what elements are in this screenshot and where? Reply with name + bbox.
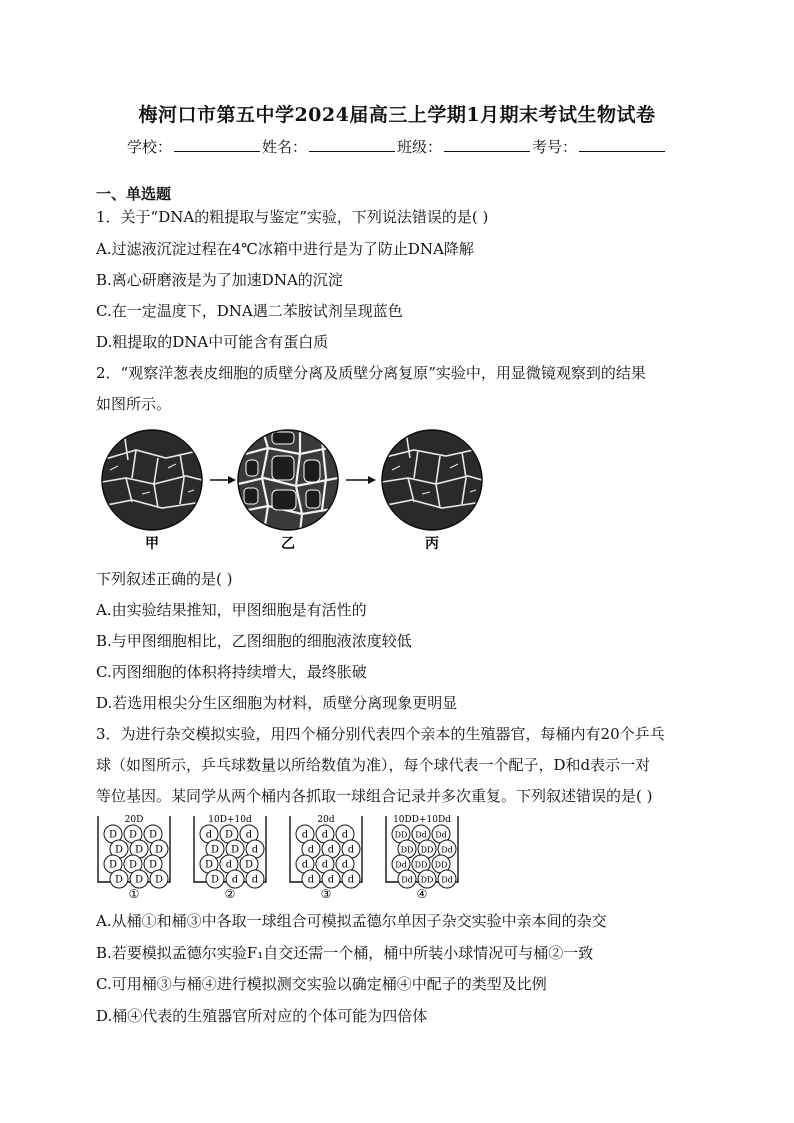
- class-blank[interactable]: [444, 139, 530, 152]
- q2-after: 下列叙述正确的是( ): [96, 570, 233, 588]
- ball-label: d: [301, 859, 309, 871]
- bucket-figure: [96, 812, 466, 902]
- name-blank[interactable]: [309, 139, 395, 152]
- bucket-number: ①: [128, 887, 140, 901]
- ball-label: DD: [400, 845, 414, 855]
- ball-label: d: [245, 829, 253, 841]
- bucket-3: [290, 815, 362, 901]
- school-blank[interactable]: [174, 139, 260, 152]
- ball-label: d: [307, 874, 315, 886]
- q1-option-c: C.在一定温度下，DNA遇二苯胺试剂呈现蓝色: [96, 302, 403, 320]
- ball-label: Dd: [435, 830, 447, 840]
- ball-label: D: [128, 859, 138, 871]
- q3-stem-line3: 等位基因。某同学从两个桶内各抓取一球组合记录并多次重复。下列叙述错误的是( ): [96, 787, 653, 805]
- section-title: 一、单选题: [96, 185, 172, 203]
- ball-label: D: [204, 859, 214, 871]
- ball-label: D: [154, 874, 164, 886]
- bucket-number: ②: [224, 887, 236, 901]
- q2-option-a: A.由实验结果推知，甲图细胞是有活性的: [96, 601, 367, 619]
- bucket-number: ④: [416, 887, 428, 901]
- class-label: 班级：: [397, 138, 443, 156]
- ball-label: D: [154, 844, 164, 856]
- bucket-2: [194, 815, 266, 901]
- ball-label: d: [251, 844, 259, 856]
- ball-label: D: [134, 844, 144, 856]
- ball-label: d: [251, 874, 259, 886]
- q3-option-a: A.从桶①和桶③中各取一球组合可模拟孟德尔单因子杂交实验中亲本间的杂交: [96, 912, 607, 930]
- q1-option-b: B.离心研磨液是为了加速DNA的沉淀: [96, 271, 343, 289]
- ball-label: d: [231, 874, 239, 886]
- cell-image-yi: [238, 428, 338, 532]
- q1-stem: 1．关于“DNA的粗提取与鉴定”实验，下列说法错误的是( ): [96, 208, 489, 226]
- q3-stem-line1: 3．为进行杂交模拟实验，用四个桶分别代表四个亲本的生殖器官，每桶内有20个乒乓: [96, 725, 665, 743]
- ball-label: Dd: [395, 860, 407, 870]
- ball-label: D: [134, 874, 144, 886]
- ball-label: d: [347, 874, 355, 886]
- bucket-label: 10D+10d: [208, 815, 252, 825]
- ball-label: D: [114, 844, 124, 856]
- bucket-1: [98, 815, 170, 901]
- name-label: 姓名：: [261, 138, 307, 156]
- ball-label: DD: [394, 830, 408, 840]
- q2-option-d: D.若选用根尖分生区细胞为材料，质壁分离现象更明显: [96, 694, 458, 712]
- q3-stem-line2: 球（如图所示，乒乓球数量以所给数值为准），每个球代表一个配子，D和d表示一对: [96, 756, 651, 774]
- q1-option-d: D.粗提取的DNA中可能含有蛋白质: [96, 333, 329, 351]
- ball-label: Dd: [401, 875, 413, 885]
- label-jia: 甲: [145, 536, 159, 552]
- ball-label: D: [114, 874, 124, 886]
- ball-label: d: [347, 844, 355, 856]
- arrow-2: [346, 476, 376, 484]
- q2-option-c: C.丙图细胞的体积将持续增大，最终胀破: [96, 663, 367, 681]
- q2-stem-line2: 如图所示。: [96, 395, 172, 413]
- ball-label: d: [327, 844, 335, 856]
- ball-label: d: [205, 829, 213, 841]
- arrow-1: [210, 476, 236, 484]
- ball-label: d: [321, 829, 329, 841]
- label-bing: 丙: [425, 536, 439, 552]
- label-yi: 乙: [281, 536, 295, 552]
- ball-label: Dd: [415, 830, 427, 840]
- q2-option-b: B.与甲图细胞相比，乙图细胞的细胞液浓度较低: [96, 632, 412, 650]
- ball-label: d: [321, 859, 329, 871]
- school-label: 学校：: [126, 138, 172, 156]
- ball-label: D: [230, 844, 240, 856]
- ball-label: DD: [420, 845, 434, 855]
- bucket-label: 20D: [124, 815, 144, 825]
- ball-label: D: [128, 829, 138, 841]
- number-blank[interactable]: [579, 139, 665, 152]
- ball-label: d: [341, 859, 349, 871]
- ball-label: D: [108, 829, 118, 841]
- cell-figure: [96, 420, 506, 560]
- q3-option-b: B.若要模拟孟德尔实验F₁自交还需一个桶，桶中所装小球情况可与桶②一致: [96, 944, 594, 962]
- ball-label: d: [341, 829, 349, 841]
- bucket-label: 20d: [317, 815, 335, 825]
- bucket-4: [386, 815, 458, 901]
- q1-option-a: A.过滤液沉淀过程在4℃冰箱中进行是为了防止DNA降解: [96, 240, 474, 258]
- bucket-label: 10DD+10Dd: [393, 815, 451, 825]
- ball-label: D: [148, 829, 158, 841]
- ball-label: d: [301, 829, 309, 841]
- ball-label: DD: [420, 875, 434, 885]
- ball-label: d: [307, 844, 315, 856]
- ball-label: D: [224, 829, 234, 841]
- q2-stem-line1: 2．“观察洋葱表皮细胞的质壁分离及质壁分离复原”实验中，用显微镜观察到的结果: [96, 364, 646, 382]
- exam-title: 梅河口市第五中学2024届高三上学期1月期末考试生物试卷: [138, 104, 656, 126]
- ball-label: Dd: [441, 845, 453, 855]
- ball-label: Dd: [441, 875, 453, 885]
- cell-image-jia: [102, 430, 202, 530]
- student-info-line: [0, 136, 794, 157]
- ball-label: D: [210, 844, 220, 856]
- ball-label: DD: [434, 860, 448, 870]
- number-label: 考号：: [532, 138, 578, 156]
- ball-label: D: [108, 859, 118, 871]
- ball-label: d: [327, 874, 335, 886]
- ball-label: D: [210, 874, 220, 886]
- ball-label: D: [244, 859, 254, 871]
- ball-label: D: [148, 859, 158, 871]
- cell-image-bing: [382, 430, 482, 530]
- ball-label: d: [225, 859, 233, 871]
- q3-option-c: C.可用桶③与桶④进行模拟测交实验以确定桶④中配子的类型及比例: [96, 975, 547, 993]
- q3-option-d: D.桶④代表的生殖器官所对应的个体可能为四倍体: [96, 1007, 428, 1025]
- bucket-number: ③: [320, 887, 332, 901]
- ball-label: DD: [414, 860, 428, 870]
